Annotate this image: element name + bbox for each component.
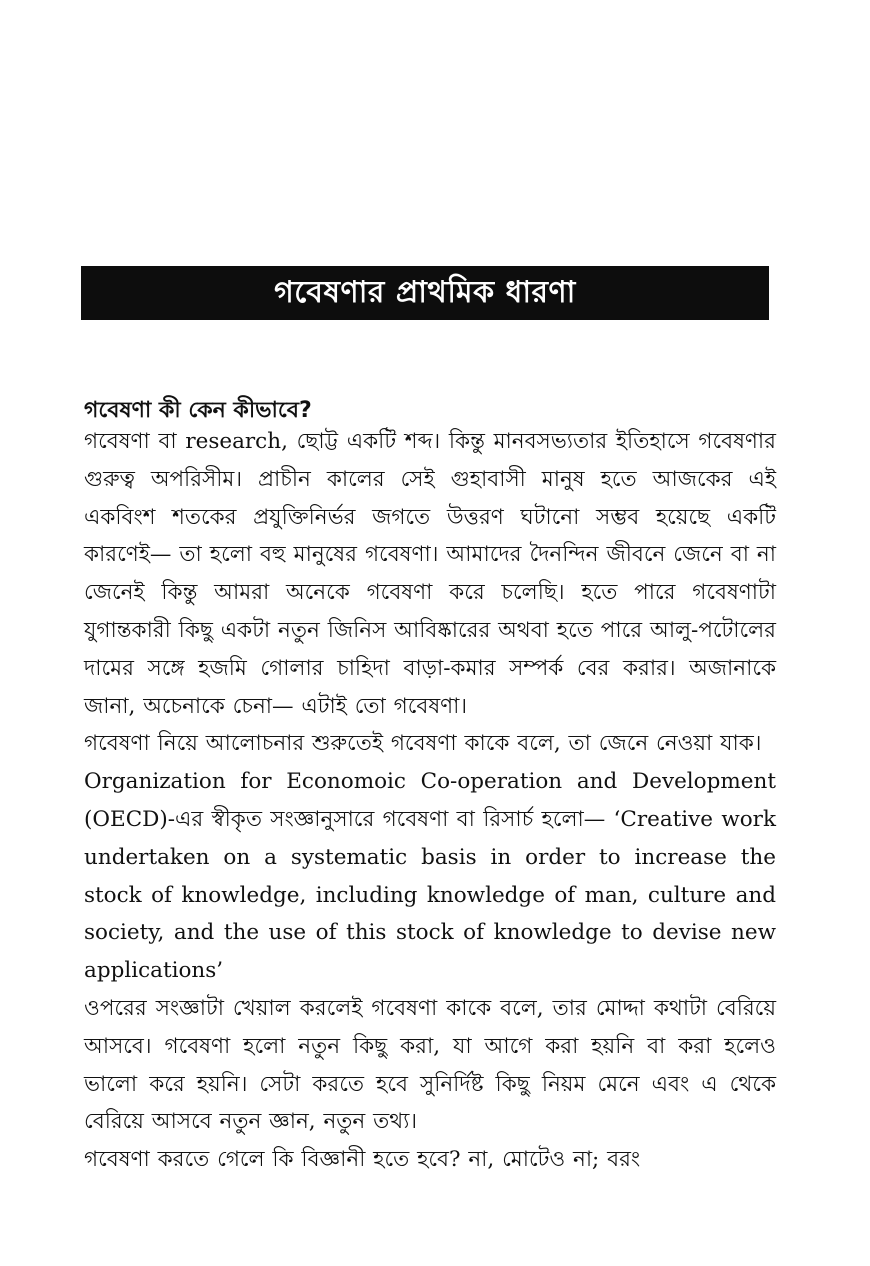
chapter-title: গবেষণার প্রাথমিক ধারণা	[274, 274, 576, 310]
paragraph-intro: গবেষণা বা research, ছোট্ট একটি শব্দ। কিন্তু মানবসভ্যতার ইতিহাসে গবেষণার গুরুত্ব অপরিসীম। প্রাচীন কালের সেই গুহাবাসী মানুষ হতে আজকের এই একবিংশ শতকের প্রযুক্তিনির্ভর জগতে উত্তরণ ঘটানো সম্ভব হয়েছে একটি কারণেই— তা হলো বহু মানুষের গবেষণা। আমাদের দৈনন্দিন জীবনে জেনে বা না জেনেই কিন্তু আমরা অনেকে গবেষণা করে চলেছি। হতে পারে গবেষণাটা যুগান্তকারী কিছু একটা নতুন জিনিস আবিষ্কারের অথবা হতে পারে আলু-পটোলের দামের সঙ্গে হজমি গোলার চাহিদা বাড়া-কমার সম্পর্ক বের করার। অজানাকে জানা, অচেনাকে চেনা— এটাই তো গবেষণা।	[84, 429, 776, 719]
section-heading: গবেষণা কী কেন কীভাবে?	[84, 398, 312, 423]
paragraph-oecd-definition: Organization for Economoic Co-operation and Development (OECD)-এর স্বীকৃত সংজ্ঞানুসারে গবেষণা বা রিসার্চ হলো— ‘Creative work undertaken on a systematic basis in order to increase the stock of knowledge, including knowledge of man, culture and society, and the use of this stock of knowledge to devise new applications’	[84, 769, 776, 984]
paragraph-definition-lead: গবেষণা নিয়ে আলোচনার শুরুতেই গবেষণা কাকে বলে, তা জেনে নেওয়া যাক।	[84, 731, 762, 757]
paragraph-scientist-question: গবেষণা করতে গেলে কি বিজ্ঞানী হতে হবে? না, মোটেও না; বরং	[84, 1147, 641, 1173]
body-text	[84, 423, 776, 1179]
chapter-title-banner	[81, 266, 769, 320]
paragraph-explanation: ওপরের সংজ্ঞাটা খেয়াল করলেই গবেষণা কাকে বলে, তার মোদ্দা কথাটা বেরিয়ে আসবে। গবেষণা হলো নতুন কিছু করা, যা আগে করা হয়নি বা করা হলেও ভালো করে হয়নি। সেটা করতে হবে সুনির্দিষ্ট কিছু নিয়ম মেনে এবং এ থেকে বেরিয়ে আসবে নতুন জ্ঞান, নতুন তথ্য।	[84, 995, 776, 1135]
